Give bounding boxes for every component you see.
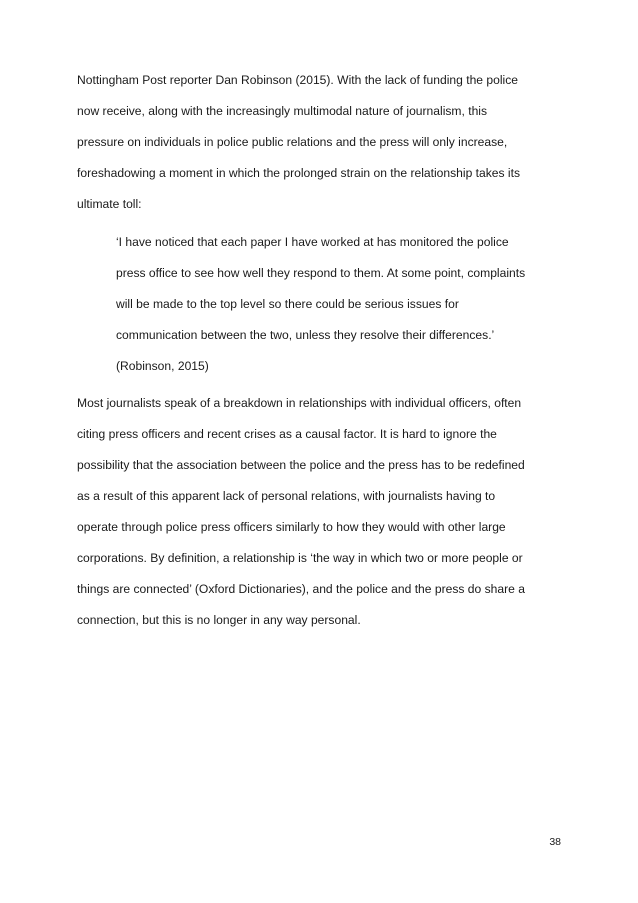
text-line: Most journalists speak of a breakdown in relationships with individual officers, often [77,396,522,410]
block-quote [116,227,567,382]
text-line: foreshadowing a moment in which the prolonged strain on the relationship takes its [77,166,521,180]
text-line: corporations. By definition, a relationship is ‘the way in which two or more people or [77,551,523,565]
quote-line: communication between the two, unless they resolve their differences.’ [116,328,495,342]
text-line: possibility that the association between the police and the press has to be redefined [77,458,525,472]
text-line: as a result of this apparent lack of personal relations, with journalists having to [77,489,496,503]
quote-citation: (Robinson, 2015) [116,359,209,373]
text-line: things are connected’ (Oxford Dictionaries), and the police and the press do share a [77,582,525,596]
body-paragraph-2 [77,388,567,636]
quote-line: will be made to the top level so there could be serious issues for [116,297,459,311]
text-line: connection, but this is no longer in any way personal. [77,613,361,627]
text-line: operate through police press officers similarly to how they would with other large [77,520,506,534]
body-paragraph-1 [77,65,567,220]
page-number: 38 [549,836,561,848]
text-line: pressure on individuals in police public relations and the press will only increase, [77,135,508,149]
text-line: Nottingham Post reporter Dan Robinson (2015). With the lack of funding the police [77,73,518,87]
text-line: citing press officers and recent crises as a causal factor. It is hard to ignore the [77,427,497,441]
text-line: now receive, along with the increasingly multimodal nature of journalism, this [77,104,488,118]
quote-line: ‘I have noticed that each paper I have worked at has monitored the police [116,235,509,249]
text-line: ultimate toll: [77,197,142,211]
quote-line: press office to see how well they respond to them. At some point, complaints [116,266,526,280]
